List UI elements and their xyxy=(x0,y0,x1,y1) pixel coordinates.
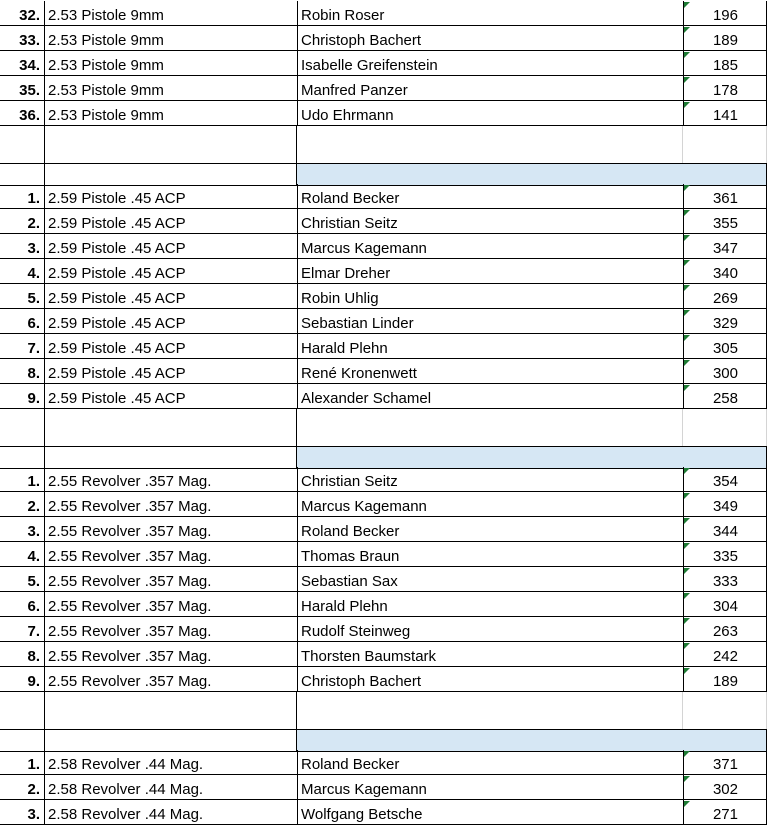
score-cell[interactable]: 355 xyxy=(683,209,767,234)
score-cell[interactable]: 189 xyxy=(683,26,767,51)
discipline-cell[interactable]: 2.59 Pistole .45 ACP xyxy=(44,284,297,309)
rank-cell[interactable]: 4. xyxy=(0,259,44,284)
rank-cell[interactable]: 1. xyxy=(0,750,44,775)
separator-cell[interactable] xyxy=(683,164,767,185)
comment-indicator-icon xyxy=(684,543,690,549)
separator-cell[interactable] xyxy=(44,730,297,751)
score-cell[interactable]: 271 xyxy=(683,800,767,825)
table-row xyxy=(0,617,767,642)
table-row xyxy=(0,234,767,259)
table-row xyxy=(0,334,767,359)
score-cell[interactable]: 371 xyxy=(683,750,767,775)
rank-cell[interactable]: 2. xyxy=(0,775,44,800)
rank-cell[interactable]: 7. xyxy=(0,334,44,359)
comment-indicator-icon xyxy=(684,185,690,191)
rank-cell[interactable]: 7. xyxy=(0,617,44,642)
separator-cell[interactable] xyxy=(0,730,44,751)
table-row xyxy=(0,517,767,542)
discipline-cell[interactable]: 2.59 Pistole .45 ACP xyxy=(44,209,297,234)
score-cell[interactable]: 263 xyxy=(683,617,767,642)
rank-cell[interactable]: 1. xyxy=(0,184,44,209)
shooter-name-cell[interactable]: Harald Plehn xyxy=(297,334,683,359)
shooter-name-cell[interactable]: Manfred Panzer xyxy=(297,76,683,101)
score-cell[interactable]: 329 xyxy=(683,309,767,334)
section-separator-row xyxy=(0,729,767,752)
empty-cell[interactable] xyxy=(297,692,683,730)
separator-cell[interactable] xyxy=(0,164,44,185)
rank-cell[interactable]: 8. xyxy=(0,642,44,667)
table-row xyxy=(0,1,767,26)
comment-indicator-icon xyxy=(684,52,690,58)
comment-indicator-icon xyxy=(684,2,690,8)
empty-cell[interactable] xyxy=(44,126,297,164)
shooter-name-cell[interactable]: Christoph Bachert xyxy=(297,26,683,51)
comment-indicator-icon xyxy=(684,593,690,599)
shooter-name-cell[interactable]: Christian Seitz xyxy=(297,467,683,492)
separator-cell[interactable] xyxy=(297,447,683,468)
discipline-cell[interactable]: 2.55 Revolver .357 Mag. xyxy=(44,542,297,567)
rank-cell[interactable]: 3. xyxy=(0,517,44,542)
score-cell[interactable]: 196 xyxy=(683,1,767,26)
comment-indicator-icon xyxy=(684,385,690,391)
comment-indicator-icon xyxy=(684,776,690,782)
empty-cell[interactable] xyxy=(683,126,767,164)
score-cell[interactable]: 304 xyxy=(683,592,767,617)
rank-cell[interactable]: 5. xyxy=(0,567,44,592)
shooter-name-cell[interactable]: Roland Becker xyxy=(297,184,683,209)
empty-cell[interactable] xyxy=(0,692,44,730)
rank-cell[interactable]: 8. xyxy=(0,359,44,384)
rank-cell[interactable]: 9. xyxy=(0,667,44,692)
separator-cell[interactable] xyxy=(683,730,767,751)
separator-cell[interactable] xyxy=(297,164,683,185)
discipline-cell[interactable]: 2.59 Pistole .45 ACP xyxy=(44,384,297,409)
score-cell[interactable]: 349 xyxy=(683,492,767,517)
discipline-cell[interactable]: 2.58 Revolver .44 Mag. xyxy=(44,775,297,800)
shooter-name-cell[interactable]: Robin Uhlig xyxy=(297,284,683,309)
score-cell[interactable]: 178 xyxy=(683,76,767,101)
rank-cell[interactable]: 9. xyxy=(0,384,44,409)
rank-cell[interactable]: 5. xyxy=(0,284,44,309)
shooter-name-cell[interactable]: Udo Ehrmann xyxy=(297,101,683,126)
table-row xyxy=(0,542,767,567)
comment-indicator-icon xyxy=(684,801,690,807)
score-cell[interactable]: 361 xyxy=(683,184,767,209)
shooter-name-cell[interactable]: Marcus Kagemann xyxy=(297,492,683,517)
table-row xyxy=(0,359,767,384)
empty-cell[interactable] xyxy=(0,126,44,164)
shooter-name-cell[interactable]: Sebastian Linder xyxy=(297,309,683,334)
shooter-name-cell[interactable]: Marcus Kagemann xyxy=(297,234,683,259)
comment-indicator-icon xyxy=(684,310,690,316)
discipline-cell[interactable]: 2.59 Pistole .45 ACP xyxy=(44,184,297,209)
shooter-name-cell[interactable]: Christian Seitz xyxy=(297,209,683,234)
table-row xyxy=(0,259,767,284)
rank-cell[interactable]: 32. xyxy=(0,1,44,26)
comment-indicator-icon xyxy=(684,360,690,366)
rank-cell[interactable]: 1. xyxy=(0,467,44,492)
rank-cell[interactable]: 2. xyxy=(0,209,44,234)
empty-cell[interactable] xyxy=(683,409,767,447)
score-cell[interactable]: 354 xyxy=(683,467,767,492)
comment-indicator-icon xyxy=(684,102,690,108)
rank-cell[interactable]: 35. xyxy=(0,76,44,101)
rank-cell[interactable]: 4. xyxy=(0,542,44,567)
discipline-cell[interactable]: 2.58 Revolver .44 Mag. xyxy=(44,800,297,825)
discipline-cell[interactable]: 2.58 Revolver .44 Mag. xyxy=(44,750,297,775)
empty-cell[interactable] xyxy=(297,409,683,447)
discipline-cell[interactable]: 2.53 Pistole 9mm xyxy=(44,26,297,51)
discipline-cell[interactable]: 2.59 Pistole .45 ACP xyxy=(44,359,297,384)
section-separator-row xyxy=(0,163,767,186)
discipline-cell[interactable]: 2.55 Revolver .357 Mag. xyxy=(44,567,297,592)
rank-cell[interactable]: 6. xyxy=(0,309,44,334)
empty-cell[interactable] xyxy=(44,409,297,447)
shooter-name-cell[interactable]: Robin Roser xyxy=(297,1,683,26)
discipline-cell[interactable]: 2.55 Revolver .357 Mag. xyxy=(44,467,297,492)
table-row xyxy=(0,184,767,209)
blank-row xyxy=(0,126,767,164)
separator-cell[interactable] xyxy=(683,447,767,468)
table-row xyxy=(0,284,767,309)
comment-indicator-icon xyxy=(684,493,690,499)
table-row xyxy=(0,309,767,334)
score-cell[interactable]: 335 xyxy=(683,542,767,567)
discipline-cell[interactable]: 2.53 Pistole 9mm xyxy=(44,51,297,76)
separator-cell[interactable] xyxy=(297,730,683,751)
shooter-name-cell[interactable]: René Kronenwett xyxy=(297,359,683,384)
comment-indicator-icon xyxy=(684,210,690,216)
table-row xyxy=(0,592,767,617)
table-row xyxy=(0,467,767,492)
rank-cell[interactable]: 6. xyxy=(0,592,44,617)
shooter-name-cell[interactable]: Alexander Schamel xyxy=(297,384,683,409)
rank-cell[interactable]: 36. xyxy=(0,101,44,126)
discipline-cell[interactable]: 2.59 Pistole .45 ACP xyxy=(44,334,297,359)
score-cell[interactable]: 242 xyxy=(683,642,767,667)
discipline-cell[interactable]: 2.55 Revolver .357 Mag. xyxy=(44,617,297,642)
discipline-cell[interactable]: 2.59 Pistole .45 ACP xyxy=(44,234,297,259)
score-cell[interactable]: 189 xyxy=(683,667,767,692)
table-row xyxy=(0,76,767,101)
discipline-cell[interactable]: 2.55 Revolver .357 Mag. xyxy=(44,517,297,542)
score-cell[interactable]: 300 xyxy=(683,359,767,384)
score-cell[interactable]: 333 xyxy=(683,567,767,592)
score-cell[interactable]: 305 xyxy=(683,334,767,359)
shooter-name-cell[interactable]: Marcus Kagemann xyxy=(297,775,683,800)
shooter-name-cell[interactable]: Roland Becker xyxy=(297,517,683,542)
comment-indicator-icon xyxy=(684,518,690,524)
score-cell[interactable]: 340 xyxy=(683,259,767,284)
shooter-name-cell[interactable]: Rudolf Steinweg xyxy=(297,617,683,642)
comment-indicator-icon xyxy=(684,468,690,474)
rank-cell[interactable]: 3. xyxy=(0,234,44,259)
score-cell[interactable]: 185 xyxy=(683,51,767,76)
shooter-name-cell[interactable]: Elmar Dreher xyxy=(297,259,683,284)
shooter-name-cell[interactable]: Thomas Braun xyxy=(297,542,683,567)
score-cell[interactable]: 258 xyxy=(683,384,767,409)
table-row xyxy=(0,667,767,692)
score-cell[interactable]: 347 xyxy=(683,234,767,259)
discipline-cell[interactable]: 2.53 Pistole 9mm xyxy=(44,76,297,101)
comment-indicator-icon xyxy=(684,27,690,33)
discipline-cell[interactable]: 2.55 Revolver .357 Mag. xyxy=(44,642,297,667)
empty-cell[interactable] xyxy=(297,126,683,164)
comment-indicator-icon xyxy=(684,618,690,624)
score-cell[interactable]: 302 xyxy=(683,775,767,800)
empty-cell[interactable] xyxy=(683,692,767,730)
shooter-name-cell[interactable]: Roland Becker xyxy=(297,750,683,775)
comment-indicator-icon xyxy=(684,335,690,341)
discipline-cell[interactable]: 2.59 Pistole .45 ACP xyxy=(44,259,297,284)
comment-indicator-icon xyxy=(684,751,690,757)
comment-indicator-icon xyxy=(684,668,690,674)
table-row xyxy=(0,101,767,126)
discipline-cell[interactable]: 2.53 Pistole 9mm xyxy=(44,101,297,126)
comment-indicator-icon xyxy=(684,568,690,574)
separator-cell[interactable] xyxy=(44,447,297,468)
discipline-cell[interactable]: 2.59 Pistole .45 ACP xyxy=(44,309,297,334)
table-row xyxy=(0,51,767,76)
table-row xyxy=(0,384,767,409)
shooter-name-cell[interactable]: Harald Plehn xyxy=(297,592,683,617)
empty-cell[interactable] xyxy=(0,409,44,447)
comment-indicator-icon xyxy=(684,260,690,266)
rank-cell[interactable]: 33. xyxy=(0,26,44,51)
rank-cell[interactable]: 3. xyxy=(0,800,44,825)
separator-cell[interactable] xyxy=(0,447,44,468)
rank-cell[interactable]: 2. xyxy=(0,492,44,517)
shooter-name-cell[interactable]: Thorsten Baumstark xyxy=(297,642,683,667)
table-row xyxy=(0,775,767,800)
shooter-name-cell[interactable]: Isabelle Greifenstein xyxy=(297,51,683,76)
comment-indicator-icon xyxy=(684,77,690,83)
table-row xyxy=(0,492,767,517)
table-row xyxy=(0,26,767,51)
score-cell[interactable]: 141 xyxy=(683,101,767,126)
score-cell[interactable]: 344 xyxy=(683,517,767,542)
blank-row xyxy=(0,409,767,447)
empty-cell[interactable] xyxy=(44,692,297,730)
shooter-name-cell[interactable]: Wolfgang Betsche xyxy=(297,800,683,825)
score-cell[interactable]: 269 xyxy=(683,284,767,309)
table-row xyxy=(0,567,767,592)
shooter-name-cell[interactable]: Christoph Bachert xyxy=(297,667,683,692)
discipline-cell[interactable]: 2.55 Revolver .357 Mag. xyxy=(44,492,297,517)
comment-indicator-icon xyxy=(684,285,690,291)
table-row xyxy=(0,750,767,775)
discipline-cell[interactable]: 2.53 Pistole 9mm xyxy=(44,1,297,26)
discipline-cell[interactable]: 2.55 Revolver .357 Mag. xyxy=(44,667,297,692)
separator-cell[interactable] xyxy=(44,164,297,185)
blank-row xyxy=(0,692,767,730)
comment-indicator-icon xyxy=(684,643,690,649)
table-row xyxy=(0,209,767,234)
shooter-name-cell[interactable]: Sebastian Sax xyxy=(297,567,683,592)
table-row xyxy=(0,800,767,825)
rank-cell[interactable]: 34. xyxy=(0,51,44,76)
comment-indicator-icon xyxy=(684,235,690,241)
table-row xyxy=(0,642,767,667)
discipline-cell[interactable]: 2.55 Revolver .357 Mag. xyxy=(44,592,297,617)
section-separator-row xyxy=(0,446,767,469)
